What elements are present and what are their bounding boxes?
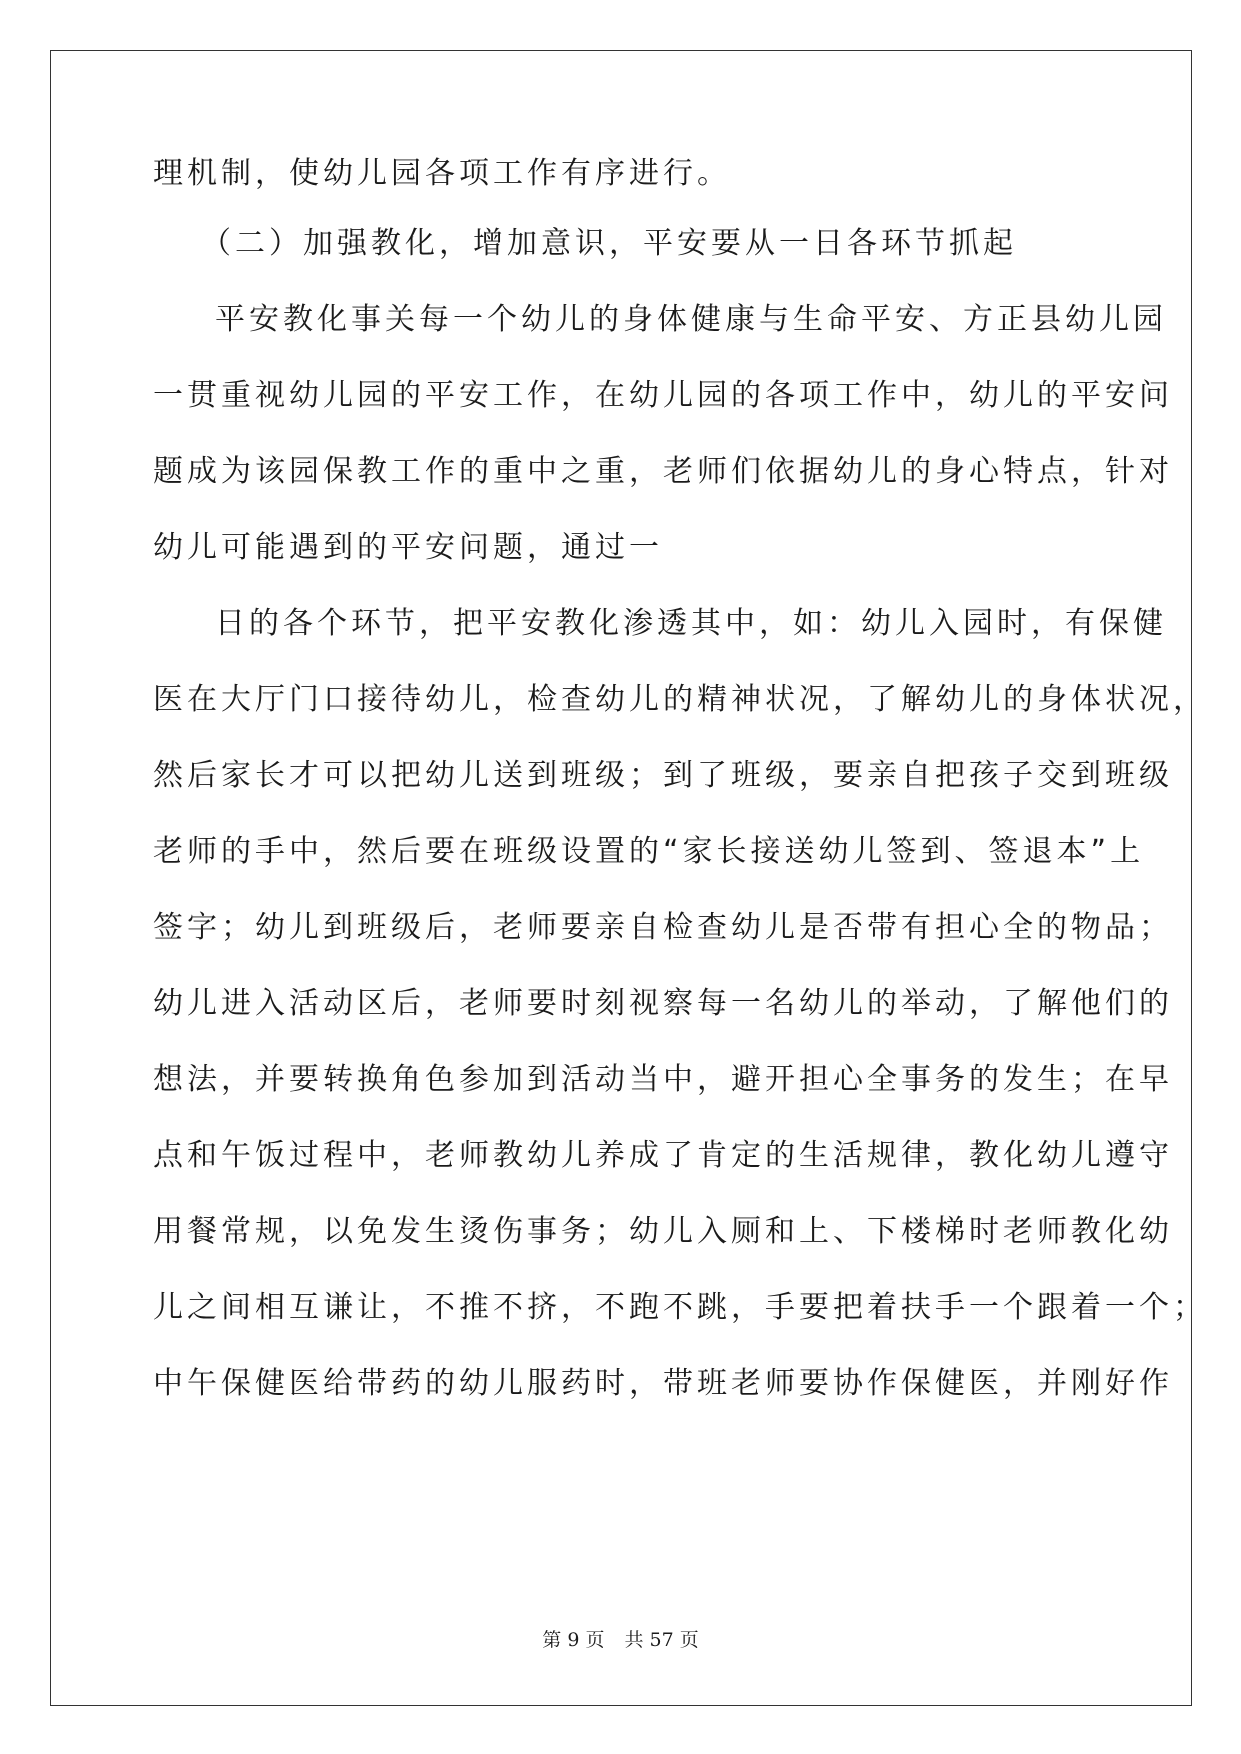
text-line: 老师的手中，然后要在班级设置的“家长接送幼儿签到、签退本”上 bbox=[153, 834, 1145, 869]
text-line: 理机制，使幼儿园各项工作有序进行。 bbox=[153, 156, 731, 191]
section-heading: （二）加强教化，增加意识，平安要从一日各环节抓起 bbox=[201, 226, 1017, 261]
text-line: 想法，并要转换角色参加到活动当中，避开担心全事务的发生；在早 bbox=[153, 1062, 1173, 1097]
page-border bbox=[50, 50, 1192, 1706]
page-footer bbox=[0, 1628, 1241, 1652]
text-line: 用餐常规，以免发生烫伤事务；幼儿入厕和上、下楼梯时老师教化幼 bbox=[153, 1214, 1173, 1249]
text-line: 中午保健医给带药的幼儿服药时，带班老师要协作保健医，并刚好作 bbox=[153, 1366, 1173, 1401]
text-line: 签字；幼儿到班级后，老师要亲自检查幼儿是否带有担心全的物品； bbox=[153, 910, 1173, 945]
text-line: 幼儿可能遇到的平安问题，通过一 bbox=[153, 530, 663, 565]
text-line: 平安教化事关每一个幼儿的身体健康与生命平安、方正县幼儿园 bbox=[215, 302, 1167, 337]
text-line: 儿之间相互谦让，不推不挤，不跑不跳，手要把着扶手一个跟着一个； bbox=[153, 1290, 1207, 1325]
text-line: 点和午饭过程中，老师教幼儿养成了肯定的生活规律，教化幼儿遵守 bbox=[153, 1138, 1173, 1173]
text-line: 题成为该园保教工作的重中之重，老师们依据幼儿的身心特点，针对 bbox=[153, 454, 1173, 489]
page-total: 共 57 页 bbox=[624, 1629, 699, 1651]
text-line: 一贯重视幼儿园的平安工作，在幼儿园的各项工作中，幼儿的平安问 bbox=[153, 378, 1173, 413]
text-line: 然后家长才可以把幼儿送到班级；到了班级，要亲自把孩子交到班级 bbox=[153, 758, 1173, 793]
text-line: 医在大厅门口接待幼儿，检查幼儿的精神状况，了解幼儿的身体状况， bbox=[153, 682, 1207, 717]
text-line: 日的各个环节，把平安教化渗透其中，如：幼儿入园时，有保健 bbox=[215, 606, 1167, 641]
text-line: 幼儿进入活动区后，老师要时刻视察每一名幼儿的举动，了解他们的 bbox=[153, 986, 1173, 1021]
page-number: 第 9 页 bbox=[542, 1629, 605, 1651]
